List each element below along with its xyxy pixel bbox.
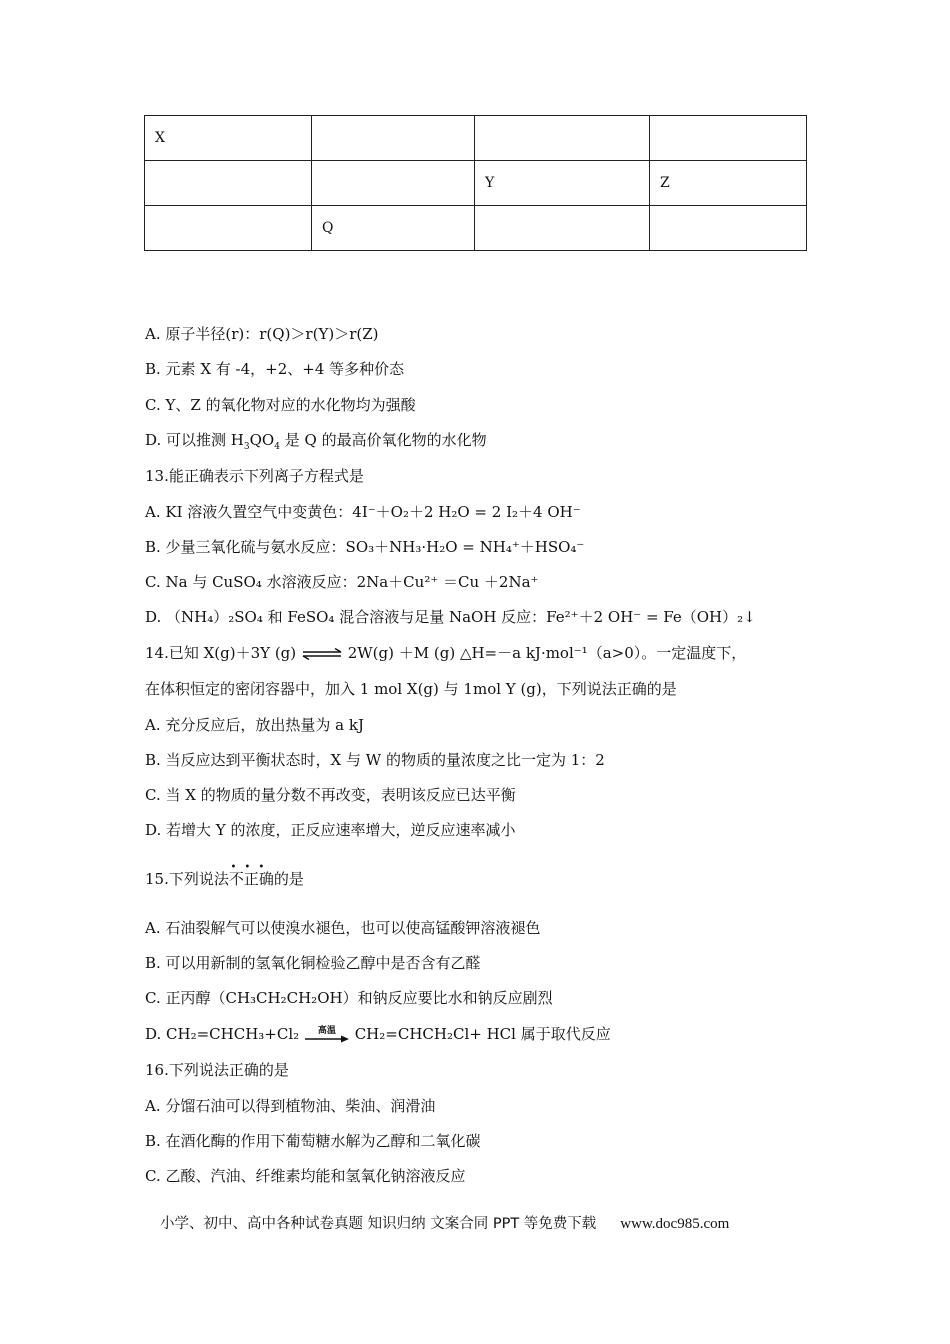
table-cell: [475, 206, 650, 251]
q12-option-d: [145, 430, 487, 450]
page-footer: [160, 1212, 729, 1233]
table-row: [145, 206, 807, 251]
q14-stem: [145, 643, 746, 663]
table-cell: [312, 116, 475, 161]
q12-option-a: A. 原子半径(r)：r(Q)＞r(Y)＞r(Z): [145, 325, 379, 343]
emphasis-dotted-text: [228, 862, 274, 889]
q13-option-d: D. （NH₄）₂SO₄ 和 FeSO₄ 混合溶液与足量 NaOH 反应：Fe²⁺＋2 OH⁻ = Fe（OH）₂↓: [145, 608, 756, 626]
subscript: 3: [243, 442, 250, 452]
q14-stem-text: 14.已知 X(g)＋3Y (g): [145, 644, 297, 662]
emphasis-dots: •••: [230, 862, 273, 873]
table-cell: Z: [650, 161, 807, 206]
q12-option-d-text: D. 可以推测 H: [145, 431, 244, 449]
reaction-condition-label: 高温: [317, 1026, 336, 1036]
q13-option-a: A. KI 溶液久置空气中变黄色：4I⁻＋O₂＋2 H₂O = 2 I₂＋4 OH⁻: [145, 503, 581, 521]
equilibrium-arrow-icon: [301, 648, 343, 660]
periodic-position-table: [144, 115, 807, 251]
q13-option-c: C. Na 与 CuSO₄ 水溶液反应：2Na＋Cu²⁺ ＝Cu ＋2Na⁺: [145, 573, 539, 591]
q12-option-c: C. Y、Z 的氧化物对应的水化物均为强酸: [145, 396, 416, 414]
q16-option-c: C. 乙酸、汽油、纤维素均能和氢氧化钠溶液反应: [145, 1167, 466, 1185]
q15-option-c: C. 正丙醇（CH₃CH₂CH₂OH）和钠反应要比水和钠反应剧烈: [145, 989, 553, 1007]
footer-text: 小学、初中、高中各种试卷真题 知识归纳 文案合同 PPT 等免费下载: [160, 1216, 597, 1232]
q15-stem-text: 的是: [273, 870, 304, 888]
q15-stem: [145, 862, 304, 889]
q12-option-b: B. 元素 X 有 -4，+2、+4 等多种价态: [145, 360, 405, 378]
q12-option-d-text: QO: [249, 431, 275, 449]
q15-option-d-text: D. CH₂=CHCH₃+Cl₂: [145, 1025, 300, 1043]
q15-stem-emphasis: 不正确: [228, 870, 274, 888]
q16-option-b: B. 在酒化酶的作用下葡萄糖水解为乙醇和二氧化碳: [145, 1132, 481, 1150]
table-cell: [312, 161, 475, 206]
table-cell: Y: [475, 161, 650, 206]
q12-option-d-text: 是 Q 的最高价氧化物的水化物: [279, 431, 487, 449]
q14-option-b: B. 当反应达到平衡状态时，X 与 W 的物质的量浓度之比一定为 1：2: [145, 751, 605, 769]
q15-option-a: A. 石油裂解气可以使溴水褪色，也可以使高锰酸钾溶液褪色: [145, 919, 541, 937]
table-row: [145, 161, 807, 206]
q14-option-c: C. 当 X 的物质的量分数不再改变，表明该反应已达平衡: [145, 786, 516, 804]
table-cell: [650, 206, 807, 251]
table-cell: Q: [312, 206, 475, 251]
q14-option-d: D. 若增大 Y 的浓度，正反应速率增大，逆反应速率减小: [145, 821, 516, 839]
table-cell: [650, 116, 807, 161]
table-cell: [475, 116, 650, 161]
footer-url: www.doc985.com: [620, 1216, 730, 1232]
q15-option-d-text: CH₂=CHCH₂Cl+ HCl 属于取代反应: [349, 1025, 611, 1043]
reaction-condition-arrow: [304, 1025, 350, 1045]
q15-option-d: [145, 1024, 611, 1045]
q15-option-b: B. 可以用新制的氢氧化铜检验乙醇中是否含有乙醛: [145, 954, 481, 972]
subscript: 4: [274, 442, 280, 452]
q16-stem: 16.下列说法正确的是: [145, 1061, 289, 1079]
table-row: [145, 116, 807, 161]
q13-option-b: B. 少量三氧化硫与氨水反应：SO₃＋NH₃·H₂O = NH₄⁺＋HSO₄⁻: [145, 538, 585, 556]
q14-option-a: A. 充分反应后，放出热量为 a kJ: [145, 716, 364, 734]
q14-stem-text: 2W(g) ＋M (g) △H=－a kJ·mol⁻¹（a>0）。一定温度下，: [347, 644, 747, 662]
reaction-arrow-icon: [304, 1035, 350, 1043]
q15-stem-text: 15.下列说法: [145, 870, 229, 888]
table-cell: X: [145, 116, 312, 161]
table-cell: [145, 206, 312, 251]
q16-option-a: A. 分馏石油可以得到植物油、柴油、润滑油: [145, 1097, 436, 1115]
q14-stem-continued: 在体积恒定的密闭容器中，加入 1 mol X(g) 与 1mol Y (g)，下列说法正确的是: [145, 680, 677, 698]
q13-stem: 13.能正确表示下列离子方程式是: [145, 467, 364, 485]
table-cell: [145, 161, 312, 206]
